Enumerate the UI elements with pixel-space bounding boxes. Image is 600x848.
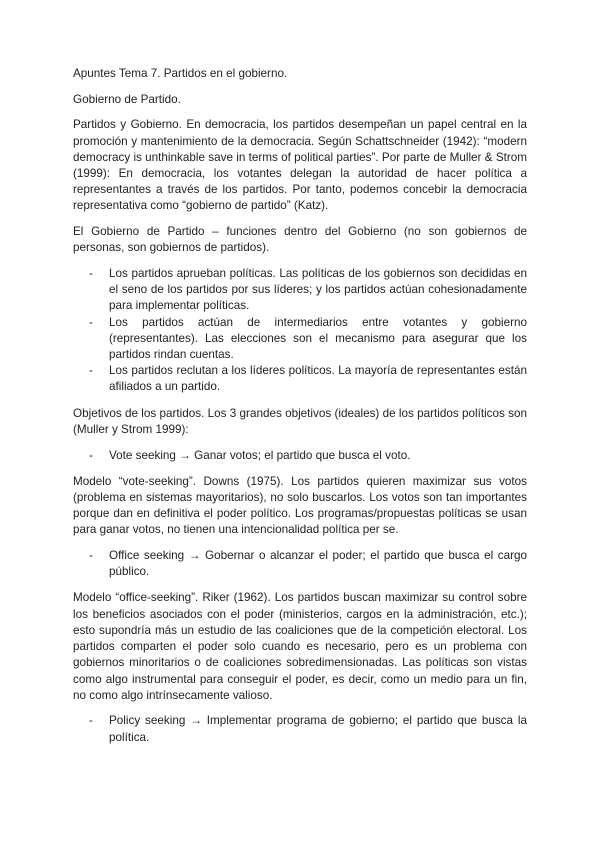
list-item [89, 548, 527, 580]
document-title: Apuntes Tema 7. Partidos en el gobierno. [73, 67, 288, 80]
list-item-text: Los partidos actúan de intermediarios entre votantes y gobierno (representantes). Las elecciones son el mecanismo para asegurar que los partidos rindan cuentas. [109, 315, 527, 362]
paragraph-objetivos: Objetivos de los partidos. Los 3 grandes objetivos (ideales) de los partidos políticos son (Muller y Strom 1999): [73, 406, 527, 436]
functions-list [73, 266, 527, 396]
list-item [89, 448, 527, 464]
bullet-dash: - [89, 714, 93, 728]
objective-list-policy [73, 713, 527, 745]
objective-list-office [73, 548, 527, 580]
paragraph-partidos-gobierno: Partidos y Gobierno. En democracia, los partidos desempeñan un papel central en la promoción y mantenimiento de la democracia. Según Schattschneider (1942): “modern democracy is unthinkable save in terms of political parties”. Por parte de Muller & Strom (1999): En democracia, los votantes delegan la autoridad de hacer política a representantes a través de los partidos. Por tanto, podemos concebir la democracia representativa como “gobierno de partido” (Katz). [73, 118, 527, 213]
bullet-dash: - [89, 267, 93, 281]
list-item [89, 363, 527, 395]
bullet-dash: - [89, 315, 93, 329]
list-item [89, 266, 527, 315]
paragraph-office-seeking-model: Modelo “office-seeking”. Riker (1962). Los partidos buscan maximizar su control sobre los beneficios asociados con el poder (ministerios, cargos en la administración, etc.); esto supondría más un estudio de las coaliciones que de la competición electoral. Los partidos comparten el poder solo cuando es necesario, pero es un problema con gobiernos minoritarios o de coaliciones sobredimensionadas. Las políticas son vistas como algo instrumental para conseguir el poder, es decir, como un medio para un fin, no como algo intrínsecamente valioso. [73, 591, 527, 702]
bullet-dash: - [89, 448, 93, 462]
paragraph-vote-seeking-model: Modelo “vote-seeking”. Downs (1975). Los partidos quieren maximizar sus votos (problema en sistemas mayoritarios), no solo buscarlos. Los votos son tan importantes porque dan en definitiva el poder político. Los programas/propuestas políticas se usan para ganar votos, no tienen una intencionalidad política per se. [73, 474, 527, 537]
list-item-text: Los partidos aprueban políticas. Las políticas de los gobiernos son decididas en el seno de los partidos por sus líderes; y los partidos actúan cohesionadamente para implementar políticas. [109, 267, 527, 313]
bullet-dash: - [89, 364, 93, 378]
section-heading: Gobierno de Partido. [73, 92, 181, 106]
paragraph-gobierno-de-partido: El Gobierno de Partido – funciones dentro del Gobierno (no son gobiernos de personas, son gobiernos de partidos). [73, 225, 527, 255]
list-item-text: Los partidos reclutan a los líderes políticos. La mayoría de representantes están afiliados a un partido. [109, 364, 527, 394]
objective-policy-seeking: Policy seeking → Implementar programa de gobierno; el partido que busca la política. [109, 714, 527, 744]
bullet-dash: - [89, 549, 93, 563]
objective-office-seeking: Office seeking → Gobernar o alcanzar el poder; el partido que busca el cargo público. [109, 549, 527, 579]
list-item [89, 713, 527, 745]
objective-list-vote [73, 448, 527, 464]
objective-vote-seeking: Vote seeking → Ganar votos; el partido que busca el voto. [109, 448, 411, 462]
list-item [89, 315, 527, 364]
